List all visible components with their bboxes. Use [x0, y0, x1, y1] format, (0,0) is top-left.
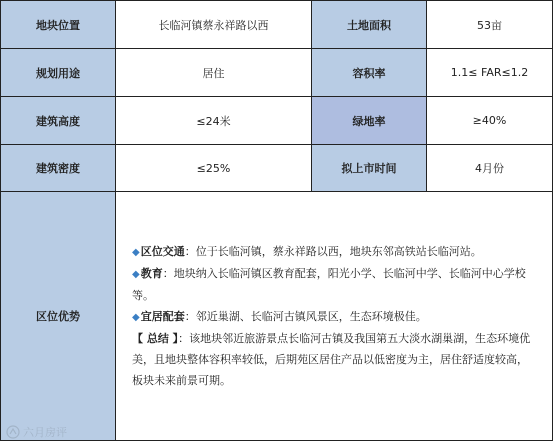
- diamond-bullet-icon: ◆: [132, 312, 140, 323]
- advantage-traffic: [132, 241, 538, 263]
- watermark: [6, 424, 67, 440]
- value-listing-time: 4月份: [427, 145, 553, 192]
- value-density: ≤25%: [116, 145, 312, 192]
- value-area: 53亩: [427, 1, 553, 49]
- living-text: ：邻近巢湖、长临河古镇风景区，生态环境极佳。: [184, 310, 427, 323]
- table-row: [1, 145, 553, 192]
- label-area: 土地面积: [312, 1, 427, 49]
- value-location: 长临河镇蔡永祥路以西: [116, 1, 312, 49]
- summary-text: ：该地块邻近旅游景点长临河古镇及我国第五大淡水湖巢湖，生态环境优美，且地块整体容积率较低，后期苑区居住产品以低密度为主，居住舒适度较高，板块未来前景可期。: [132, 332, 531, 387]
- value-green-ratio: ≥40%: [427, 97, 553, 145]
- education-text: ：地块纳入长临河镇区教育配套，阳光小学、长临河中学、长临河中心学校等。: [132, 267, 526, 302]
- value-planned-use: 居住: [116, 49, 312, 97]
- traffic-key: 区位交通: [140, 245, 185, 258]
- diamond-bullet-icon: ◆: [132, 247, 140, 258]
- label-density: 建筑密度: [1, 145, 116, 192]
- label-planned-use: 规划用途: [1, 49, 116, 97]
- summary-key: 【 总结 】: [132, 332, 179, 345]
- diamond-bullet-icon: ◆: [132, 269, 140, 280]
- traffic-text: ：位于长临河镇，蔡永祥路以西，地块东邻高铁站长临河站。: [184, 245, 482, 258]
- watermark-logo-icon: [6, 425, 20, 439]
- education-key: 教育: [140, 267, 163, 280]
- label-far: 容积率: [312, 49, 427, 97]
- table-row: [1, 49, 553, 97]
- table-row: [1, 97, 553, 145]
- label-green-ratio: 绿地率: [312, 97, 427, 145]
- living-key: 宜居配套: [140, 310, 185, 323]
- watermark-text: 六月房评: [23, 426, 67, 439]
- value-far: 1.1≤ FAR≤1.2: [427, 49, 553, 97]
- table-row: [1, 192, 553, 441]
- label-advantage: 区位优势: [1, 192, 116, 441]
- advantage-summary: [132, 328, 538, 391]
- advantage-living: [132, 306, 538, 328]
- advantage-content: [116, 192, 553, 441]
- label-listing-time: 拟上市时间: [312, 145, 427, 192]
- table-row: [1, 1, 553, 49]
- label-height: 建筑高度: [1, 97, 116, 145]
- value-height: ≤24米: [116, 97, 312, 145]
- label-location: 地块位置: [1, 1, 116, 49]
- advantage-education: [132, 263, 538, 306]
